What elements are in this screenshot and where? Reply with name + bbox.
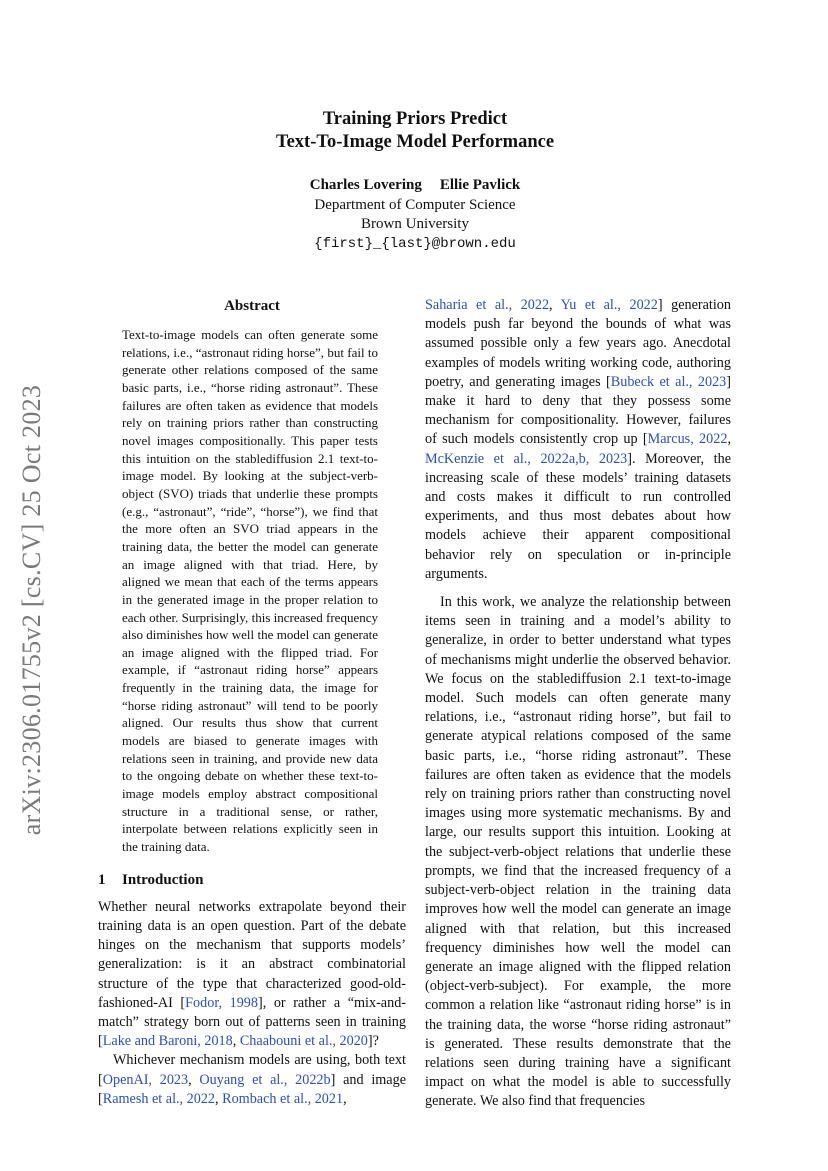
arxiv-identifier <box>12 360 52 860</box>
citation-link[interactable]: Marcus, 2022 <box>647 431 728 448</box>
right-column <box>425 296 731 1112</box>
citation-link[interactable]: Ramesh et al., 2022 <box>102 1090 216 1107</box>
author-email: {first}_{last}@brown.edu <box>314 235 516 252</box>
citation-link[interactable]: McKenzie et al., 2022a,b, 2023 <box>425 450 628 467</box>
citation-link[interactable]: Yu et al., 2022 <box>560 297 658 313</box>
title-line-1: Training Priors Predict <box>322 109 508 129</box>
intro-paragraph-3: In this work, we analyze the relationship between items seen in training and a model’s ability to generalize, in order to better understand what types of mechanisms might underlie the observed behavior. We focus on the stablediffusion 2.1 text-to-image model. Such models can often generate many relations, i.e., “astronaut riding horse”, but fail to generate atypical relations composed of the same basic parts, i.e., “horse riding astronaut”. These failures are often taken as evidence that the models rely on training priors rather than constructing novel images using more systematic mechanisms. By and large, our results support this intuition. Looking at the subject-verb-object relations that underlie these prompts, we find that the increased frequency of a subject-verb-object relation in the training data improves how well the model can generate an image aligned with that relation, but this increased frequency diminishes how well the model can generate an image aligned with the flipped relation (object-verb-subject). For example, the more common a relation like “astronaut riding horse” is in the training data, the worse “horse riding astronaut” is generated. These results demonstrate that the relations seen during training have a significant impact on what the model is able to successfully generate. We also find that frequencies <box>425 594 731 1110</box>
title-block <box>100 108 730 154</box>
citation-link[interactable]: OpenAI, 2023 <box>102 1071 189 1088</box>
citation-link[interactable]: Ouyang et al., 2022b <box>199 1071 331 1088</box>
abstract-text: Text-to-image models can often generate some relations, i.e., “astronaut riding horse”, but fail to generate other relations composed of the same basic parts, i.e., “horse riding astronaut”. These failures are often taken as evidence that models rely on training priors rather than constructing novel images compositionally. This paper tests this intuition on the stablediffusion 2.1 text-to-image model. By looking at the subject-verb-object (SVO) triads that underlie these prompts (e.g., “astronaut”, “ride”, “horse”), we find that the more often an SVO triad appears in the training data, the better the model can generate an image aligned with that triad. Here, by aligned we mean that each of the terms appears in the generated image in the proper relation to each other. Surprisingly, this increased frequency also diminishes how well the model can generate an image aligned with the flipped triad. For example, if “astronaut riding horse” appears frequently in the training data, the image for “horse riding astronaut” will tend to be poorly aligned. Our results thus show that current models are biased to generate images with relations seen in training, and provide new data to the ongoing debate on whether these text-to-image models employ abstract compositional structure in a traditional sense, or rather, interpolate between relations explicitly seen in the training data. <box>122 327 378 855</box>
intro-paragraph-2: Whichever mechanism models are using, both text [OpenAI, 2023, Ouyang et al., 2022b] and image [Ramesh et al., 2022, Rombach et al., 2021, <box>98 1052 406 1107</box>
citation-link[interactable]: Bubeck et al., 2023 <box>610 373 727 390</box>
intro-paragraph-2-continued: Saharia et al., 2022, Yu et al., 2022] generation models push far beyond the bounds of what was assumed possible only a few years ago. Anecdotal examples of models writing working code, authoring poetry, and generating images [Bubeck et al., 2023] make it hard to deny that they possess some mechanism for compositionality. However, failures of such models consistently crop up [Marcus, 2022, McKenzie et al., 2022a,b, 2023]. Moreover, the increasing scale of these models’ training datasets and costs makes it difficult to run controlled experiments, and thus most debates about how models achieve their apparent compositional behavior rely on speculation or in-principle arguments. <box>425 297 731 582</box>
author-1: Charles Lovering <box>309 177 422 193</box>
author-block <box>100 176 730 254</box>
citation-link[interactable]: Saharia et al., 2022 <box>425 297 550 313</box>
citation-link[interactable]: Lake and Baroni, 2018 <box>102 1033 233 1050</box>
arxiv-identifier-text: arXiv:2306.01755v2 [cs.CV] 25 Oct 2023 <box>17 384 46 836</box>
citation-link[interactable]: Fodor, 1998 <box>185 994 258 1011</box>
intro-paragraph-1: Whether neural networks extrapolate beyond their training data is an open question. Part of the debate hinges on the mechanism that supports models’ generalization: is it an abstract combinatorial structure of the type that characterized good-old-fashioned-AI [Fodor, 1998], or rather a “mix-and-match” strategy born out of patterns seen in training [Lake and Baroni, 2018, Chaabouni et al., 2020]? <box>98 898 407 1050</box>
author-names <box>100 176 730 196</box>
author-2: Ellie Pavlick <box>439 177 521 193</box>
title-line-2: Text-To-Image Model Performance <box>275 132 555 152</box>
left-column <box>98 296 406 1109</box>
citation-link[interactable]: Chaabouni et al., 2020 <box>239 1033 368 1050</box>
affiliation-department: Department of Computer Science <box>314 196 516 213</box>
affiliation-university: Brown University <box>361 216 469 232</box>
citation-link[interactable]: Rombach et al., 2021 <box>222 1090 344 1107</box>
section-title: Introduction <box>122 871 204 888</box>
section-number: 1 <box>98 871 106 888</box>
paper-title <box>100 108 730 154</box>
abstract-heading: Abstract <box>224 298 280 314</box>
section-heading-introduction <box>98 870 406 890</box>
